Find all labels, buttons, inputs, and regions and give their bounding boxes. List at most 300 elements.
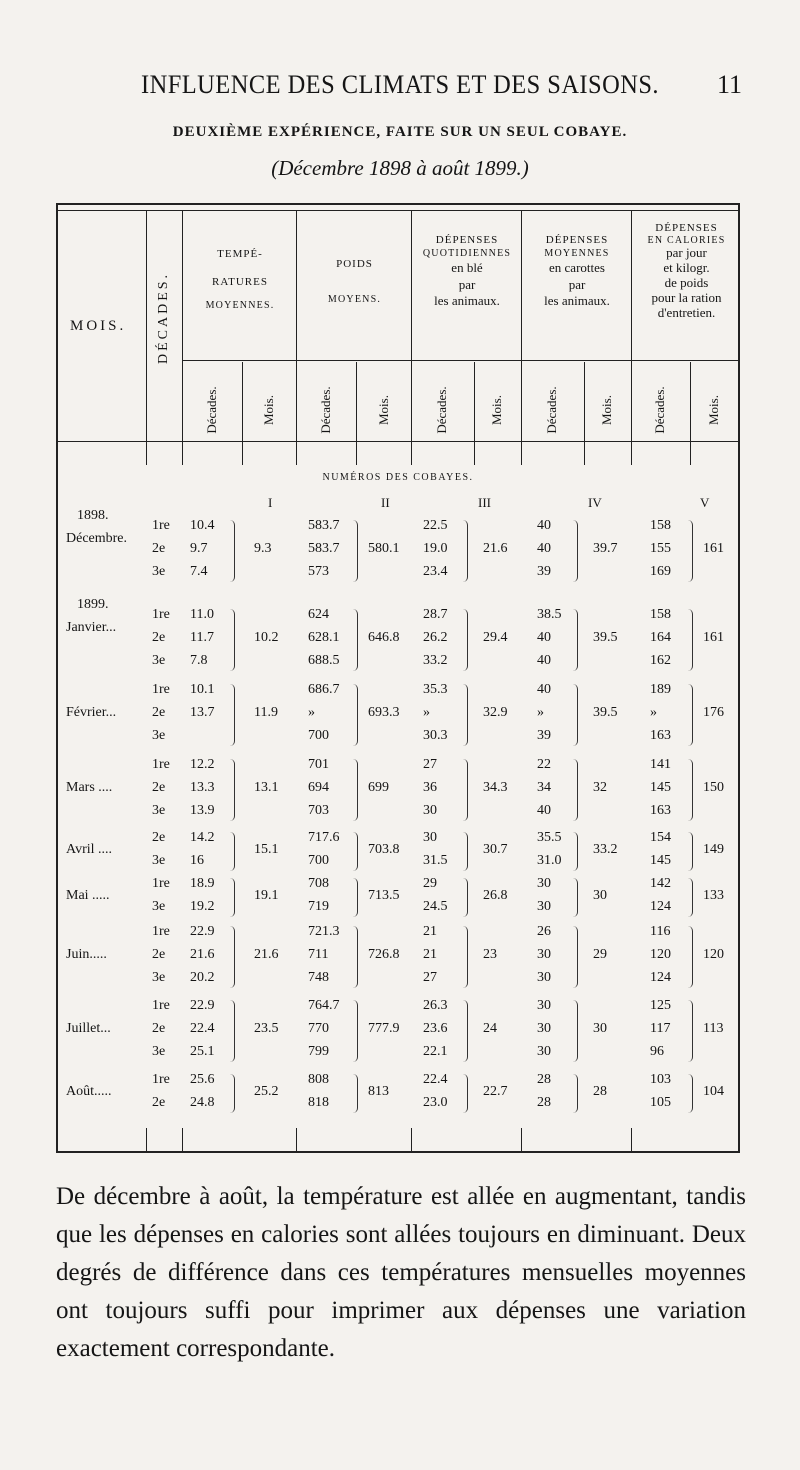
row-decade: 3e: [152, 970, 166, 985]
cell-calories: 141: [650, 757, 671, 772]
cell-calories: 145: [650, 853, 671, 868]
header-cal-line5: de poids: [664, 275, 709, 291]
brace-temp: [230, 759, 235, 821]
rule-foot-5: [521, 1128, 522, 1153]
row-decade: 2e: [152, 705, 166, 720]
cell-poids: 688.5: [308, 653, 340, 668]
brace-ble: [463, 520, 468, 582]
cell-poids: »: [308, 705, 315, 720]
cell-carottes-mois: 32: [593, 780, 607, 795]
cell-ble: 30.3: [423, 728, 448, 743]
header-depenses-carottes: [523, 234, 631, 309]
row-decade: 2e: [152, 830, 166, 845]
cell-ble: 22.4: [423, 1072, 448, 1087]
brace-ble: [463, 684, 468, 746]
cell-ble: 33.2: [423, 653, 448, 668]
cell-calories: 158: [650, 607, 671, 622]
cell-carottes: 35.5: [537, 830, 562, 845]
rule-foot-3: [296, 1128, 297, 1153]
brace-calories: [688, 684, 693, 746]
cell-poids: 719: [308, 899, 329, 914]
cell-calories: 103: [650, 1072, 671, 1087]
sub-mois-carottes: Mois.: [599, 395, 614, 425]
row-decade: 3e: [152, 853, 166, 868]
cell-carottes-mois: 39.5: [593, 705, 618, 720]
cell-ble: 26.3: [423, 998, 448, 1013]
rule-foot-6: [631, 1128, 632, 1153]
brace-carottes: [573, 684, 578, 746]
cell-calories: 164: [650, 630, 671, 645]
row-decade: 1re: [152, 1072, 170, 1087]
header-depenses-calories: [633, 222, 740, 321]
cell-temp-mois: 19.1: [254, 887, 279, 903]
cell-poids-mois: 703.8: [368, 841, 400, 857]
cell-temp-mois: 25.2: [254, 1083, 279, 1099]
cell-calories-mois: 161: [703, 541, 724, 556]
cell-ble: 30: [423, 830, 437, 845]
sub-mois-poids: Mois.: [376, 395, 391, 425]
brace-ble: [463, 609, 468, 671]
cell-calories-mois: 104: [703, 1083, 724, 1099]
rule-foot-1: [146, 1128, 147, 1153]
cell-carottes-mois: 28: [593, 1083, 607, 1099]
cell-temp-mois: 11.9: [254, 705, 278, 720]
row-decade: 2e: [152, 780, 166, 795]
row-month: Avril ....: [66, 841, 113, 857]
cell-carottes: 40: [537, 803, 551, 818]
header-cal-line7: d'entretien.: [657, 304, 716, 320]
cell-ble: 24.5: [423, 899, 448, 914]
cell-calories-mois: 133: [703, 887, 724, 903]
rule-foot-2: [182, 1128, 183, 1153]
cell-ble-mois: 23: [483, 947, 497, 962]
cell-calories: 120: [650, 947, 671, 962]
cell-carottes-mois: 39.7: [593, 541, 618, 556]
brace-temp: [230, 1074, 235, 1113]
cell-poids: 808: [308, 1072, 329, 1087]
rule-poids: [411, 210, 412, 465]
cell-poids: 583.7: [308, 541, 340, 556]
brace-poids: [353, 684, 358, 746]
brace-poids: [353, 759, 358, 821]
header-car-line5: les animaux.: [544, 292, 610, 308]
cell-calories: 163: [650, 803, 671, 818]
cell-carottes: 34: [537, 780, 551, 795]
row-decade: 2e: [152, 947, 166, 962]
cell-ble: 31.5: [423, 853, 448, 868]
cell-carottes: 39: [537, 728, 551, 743]
cell-calories: 154: [650, 830, 671, 845]
cell-temp: 16: [190, 853, 204, 868]
cell-poids: 818: [308, 1095, 329, 1110]
cell-temp-mois: 23.5: [254, 1021, 279, 1036]
numeros-des-cobayes: NUMÉROS DES COBAYES.: [322, 472, 474, 483]
cell-carottes: 40: [537, 541, 551, 556]
rule-sub-ble: [474, 362, 475, 465]
brace-temp: [230, 520, 235, 582]
row-decade: 2e: [152, 541, 166, 556]
header-temp-line3: MOYENNES.: [205, 299, 275, 311]
header-ble-line3: en blé: [451, 260, 483, 276]
cell-temp: 7.4: [190, 564, 208, 579]
brace-calories: [688, 926, 693, 988]
cell-temp: 13.9: [190, 803, 215, 818]
cell-carottes: »: [537, 705, 544, 720]
cell-temp: 10.4: [190, 518, 215, 533]
row-month: Août.....: [66, 1083, 112, 1099]
cell-poids: 694: [308, 780, 329, 795]
cell-carottes: 30: [537, 876, 551, 891]
header-cal-line4: et kilogr.: [663, 260, 710, 276]
cell-poids: 764.7: [308, 998, 340, 1013]
experiment-subtitle: (Décembre 1898 à août 1899.): [271, 156, 529, 180]
cell-poids-mois: 646.8: [368, 630, 400, 645]
cell-calories: 162: [650, 653, 671, 668]
row-month: Décembre.: [66, 531, 128, 546]
header-car-line3: en carottes: [549, 260, 605, 276]
row-decade: 1re: [152, 682, 170, 697]
sub-mois-ble: Mois.: [489, 395, 504, 425]
row-decade: 3e: [152, 899, 166, 914]
cell-carottes-mois: 33.2: [593, 841, 618, 857]
brace-poids: [353, 1074, 358, 1113]
brace-temp: [230, 684, 235, 746]
header-cal-line6: pour la ration: [651, 289, 722, 305]
brace-temp: [230, 1000, 235, 1062]
cell-carottes-mois: 30: [593, 1021, 607, 1036]
cell-temp: 25.6: [190, 1072, 215, 1087]
cell-carottes: 38.5: [537, 607, 562, 622]
cell-temp: 22.4: [190, 1021, 215, 1036]
brace-calories: [688, 1074, 693, 1113]
brace-calories: [688, 832, 693, 871]
row-decade: 1re: [152, 924, 170, 939]
header-decades: DÉCADES.: [156, 271, 171, 365]
brace-calories: [688, 759, 693, 821]
brace-calories: [688, 609, 693, 671]
row-month: Janvier...: [66, 620, 117, 635]
cell-poids: 721.3: [308, 924, 340, 939]
cell-carottes: 40: [537, 682, 551, 697]
cell-poids: 573: [308, 564, 329, 579]
cell-ble: 23.0: [423, 1095, 448, 1110]
cell-calories: 169: [650, 564, 671, 579]
cobaye-number-4: IV: [588, 495, 602, 510]
brace-ble: [463, 1000, 468, 1062]
header-ble-line5: les animaux.: [434, 292, 500, 308]
header-depenses-ble: [413, 234, 521, 309]
cell-temp: 24.8: [190, 1095, 215, 1110]
cell-ble: 26.2: [423, 630, 448, 645]
cell-carottes: 30: [537, 899, 551, 914]
cell-calories: 189: [650, 682, 671, 697]
cell-ble: 36: [423, 780, 437, 795]
cell-ble-mois: 26.8: [483, 887, 508, 903]
row-month: Mars ....: [66, 780, 113, 795]
rule-foot-4: [411, 1128, 412, 1153]
cell-poids: 700: [308, 853, 329, 868]
header-mois: MOIS.: [70, 318, 127, 334]
cell-calories: 142: [650, 876, 671, 891]
cell-carottes: 31.0: [537, 853, 562, 868]
cell-calories: 155: [650, 541, 671, 556]
rule-temp: [296, 210, 297, 465]
header-cal-line3: par jour: [666, 245, 707, 261]
cell-calories: 163: [650, 728, 671, 743]
brace-ble: [463, 1074, 468, 1113]
brace-calories: [688, 520, 693, 582]
sub-mois-temp: Mois.: [261, 395, 276, 425]
header-ble-line1: DÉPENSES: [435, 234, 499, 246]
cell-carottes-mois: 30: [593, 887, 607, 903]
cobaye-number-1: I: [268, 495, 273, 510]
cell-ble-mois: 30.7: [483, 841, 508, 857]
cell-temp: 11.0: [190, 607, 214, 622]
cell-poids-mois: 580.1: [368, 541, 400, 556]
brace-poids: [353, 926, 358, 988]
cell-poids: 701: [308, 757, 329, 772]
cell-temp: 22.9: [190, 924, 215, 939]
header-ble-line4: par: [458, 276, 476, 292]
cell-calories: 117: [650, 1021, 671, 1036]
header-poids-line2: MOYENS.: [327, 293, 382, 305]
row-decade: 2e: [152, 630, 166, 645]
rule-mois: [146, 210, 147, 465]
cell-calories: 158: [650, 518, 671, 533]
row-decade: 1re: [152, 998, 170, 1013]
cell-carottes: 30: [537, 1021, 551, 1036]
cell-calories-mois: 149: [703, 841, 724, 857]
row-decade: 3e: [152, 564, 166, 579]
cell-temp: 11.7: [190, 630, 214, 645]
cell-temp: 7.8: [190, 653, 208, 668]
header-temp-line1: TEMPÉ-: [217, 248, 263, 260]
cell-poids: 711: [308, 947, 329, 962]
row-decade: 1re: [152, 607, 170, 622]
cobaye-number-3: III: [478, 495, 491, 510]
header-car-line1: DÉPENSES: [545, 234, 609, 246]
cell-ble-mois: 22.7: [483, 1083, 508, 1099]
cell-temp-mois: 13.1: [254, 780, 279, 795]
row-month: Mai .....: [66, 887, 110, 903]
header-cal-line2: EN CALORIES: [647, 234, 726, 246]
cell-carottes: 30: [537, 970, 551, 985]
header-poids: [298, 258, 411, 306]
cell-temp-mois: 9.3: [254, 541, 272, 556]
brace-carottes: [573, 609, 578, 671]
cell-temp: 19.2: [190, 899, 215, 914]
cell-temp: 10.1: [190, 682, 215, 697]
cell-ble-mois: 29.4: [483, 630, 508, 645]
cell-calories-mois: 161: [703, 630, 724, 645]
cell-temp: 12.2: [190, 757, 215, 772]
brace-carottes: [573, 1000, 578, 1062]
cell-calories: 96: [650, 1044, 664, 1059]
row-year: 1899.: [77, 597, 109, 612]
cell-calories: 105: [650, 1095, 671, 1110]
cell-carottes: 26: [537, 924, 551, 939]
cell-poids-mois: 699: [368, 780, 389, 795]
rule-carottes: [631, 210, 632, 465]
brace-poids: [353, 520, 358, 582]
cell-carottes: 22: [537, 757, 551, 772]
row-month: Juin.....: [66, 947, 107, 962]
cell-poids-mois: 813: [368, 1083, 389, 1099]
sub-decades-ble: Décades.: [434, 386, 449, 434]
cell-ble: 21: [423, 947, 437, 962]
cell-temp: 18.9: [190, 876, 215, 891]
cell-calories: 145: [650, 780, 671, 795]
row-decade: 1re: [152, 518, 170, 533]
header-poids-line1: POIDS: [336, 258, 373, 270]
cell-poids: 583.7: [308, 518, 340, 533]
page-number: 11: [716, 70, 742, 99]
rule-header-bottom: [56, 441, 740, 442]
cell-ble-mois: 34.3: [483, 780, 508, 795]
brace-carottes: [573, 878, 578, 917]
cell-ble: 28.7: [423, 607, 448, 622]
cell-calories-mois: 120: [703, 947, 724, 962]
cell-poids: 717.6: [308, 830, 340, 845]
brace-poids: [353, 1000, 358, 1062]
sub-decades-carottes: Décades.: [544, 386, 559, 434]
rule-sub-carottes: [584, 362, 585, 465]
cell-poids: 686.7: [308, 682, 340, 697]
cell-poids-mois: 693.3: [368, 705, 400, 720]
cell-carottes: 28: [537, 1095, 551, 1110]
cobaye-number-2: II: [381, 495, 390, 510]
cell-poids: 703: [308, 803, 329, 818]
cell-poids-mois: 726.8: [368, 947, 400, 962]
cell-temp: 22.9: [190, 998, 215, 1013]
brace-calories: [688, 1000, 693, 1062]
brace-carottes: [573, 759, 578, 821]
row-decade: 3e: [152, 653, 166, 668]
header-car-line4: par: [568, 276, 586, 292]
cell-calories-mois: 176: [703, 705, 724, 720]
cell-temp-mois: 10.2: [254, 630, 279, 645]
cell-ble: 23.6: [423, 1021, 448, 1036]
cell-carottes: 30: [537, 947, 551, 962]
cobaye-number-5: V: [700, 495, 710, 510]
brace-calories: [688, 878, 693, 917]
cell-ble: »: [423, 705, 430, 720]
row-decade: 1re: [152, 876, 170, 891]
brace-ble: [463, 759, 468, 821]
running-title: INFLUENCE DES CLIMATS ET DES SAISONS.: [140, 70, 659, 99]
cell-temp: 13.3: [190, 780, 215, 795]
row-decade: 2e: [152, 1095, 166, 1110]
cell-ble-mois: 21.6: [483, 541, 508, 556]
brace-temp: [230, 926, 235, 988]
cell-ble: 19.0: [423, 541, 448, 556]
cell-ble: 30: [423, 803, 437, 818]
cell-poids: 708: [308, 876, 329, 891]
brace-poids: [353, 609, 358, 671]
cell-poids: 624: [308, 607, 329, 622]
row-decade: 2e: [152, 1021, 166, 1036]
brace-poids: [353, 832, 358, 871]
brace-carottes: [573, 832, 578, 871]
cell-poids: 700: [308, 728, 329, 743]
cell-ble-mois: 32.9: [483, 705, 508, 720]
brace-temp: [230, 878, 235, 917]
header-ble-line2: QUOTIDIENNES: [422, 247, 512, 259]
cell-ble: 35.3: [423, 682, 448, 697]
experiment-title: DEUXIÈME EXPÉRIENCE, FAITE SUR UN SEUL COBAYE.: [172, 124, 628, 140]
brace-ble: [463, 832, 468, 871]
sub-decades-poids: Décades.: [318, 386, 333, 434]
cell-poids: 628.1: [308, 630, 340, 645]
cell-calories: »: [650, 705, 657, 720]
header-car-line2: MOYENNES: [544, 247, 610, 259]
cell-carottes: 39: [537, 564, 551, 579]
rule-sub-header: [182, 360, 740, 361]
cell-temp: 14.2: [190, 830, 215, 845]
brace-carottes: [573, 520, 578, 582]
cell-calories-mois: 150: [703, 780, 724, 795]
cell-carottes: 40: [537, 630, 551, 645]
brace-poids: [353, 878, 358, 917]
cell-ble: 23.4: [423, 564, 448, 579]
rule-decades: [182, 210, 183, 465]
cell-calories: 124: [650, 899, 671, 914]
cell-ble: 22.1: [423, 1044, 448, 1059]
body-paragraph: De décembre à août, la température est allée en augmentant, tandis que les dépenses en calories sont allées toujours en diminuant. Deux degrés de différence dans ces températures mensuelles moyennes ont toujours suffi pour imprimer aux dépenses une variation exactement correspondante.: [56, 1183, 746, 1362]
header-temp-line2: RATURES: [212, 275, 268, 288]
cell-calories: 125: [650, 998, 671, 1013]
rule-sub-calories: [690, 362, 691, 465]
cell-poids: 799: [308, 1044, 329, 1059]
header-temperatures: [184, 248, 296, 312]
table-top-rule: [56, 210, 740, 211]
cell-temp: 9.7: [190, 541, 208, 556]
cell-carottes: 30: [537, 998, 551, 1013]
rule-ble: [521, 210, 522, 465]
cell-temp: 25.1: [190, 1044, 215, 1059]
brace-temp: [230, 609, 235, 671]
sub-mois-calories: Mois.: [706, 395, 721, 425]
cell-carottes-mois: 39.5: [593, 630, 618, 645]
brace-ble: [463, 926, 468, 988]
header-cal-line1: DÉPENSES: [655, 222, 718, 234]
cell-carottes: 30: [537, 1044, 551, 1059]
row-year: 1898.: [77, 508, 109, 523]
brace-temp: [230, 832, 235, 871]
row-month: Juillet...: [66, 1021, 111, 1036]
cell-poids-mois: 777.9: [368, 1021, 400, 1036]
row-decade: 3e: [152, 803, 166, 818]
cell-ble: 27: [423, 757, 437, 772]
cell-poids: 770: [308, 1021, 329, 1036]
row-month: Février...: [66, 705, 117, 720]
cell-carottes: 40: [537, 518, 551, 533]
cell-temp: 21.6: [190, 947, 215, 962]
cell-carottes: 28: [537, 1072, 551, 1087]
row-decade: 1re: [152, 757, 170, 772]
cell-temp: 13.7: [190, 705, 215, 720]
rule-sub-poids: [356, 362, 357, 465]
cell-ble: 21: [423, 924, 437, 939]
cell-ble-mois: 24: [483, 1021, 497, 1036]
cell-carottes: 40: [537, 653, 551, 668]
cell-calories: 124: [650, 970, 671, 985]
row-decade: 3e: [152, 1044, 166, 1059]
cell-ble: 22.5: [423, 518, 448, 533]
cell-temp: 20.2: [190, 970, 215, 985]
cell-temp-mois: 15.1: [254, 841, 279, 857]
cell-temp-mois: 21.6: [254, 947, 279, 962]
